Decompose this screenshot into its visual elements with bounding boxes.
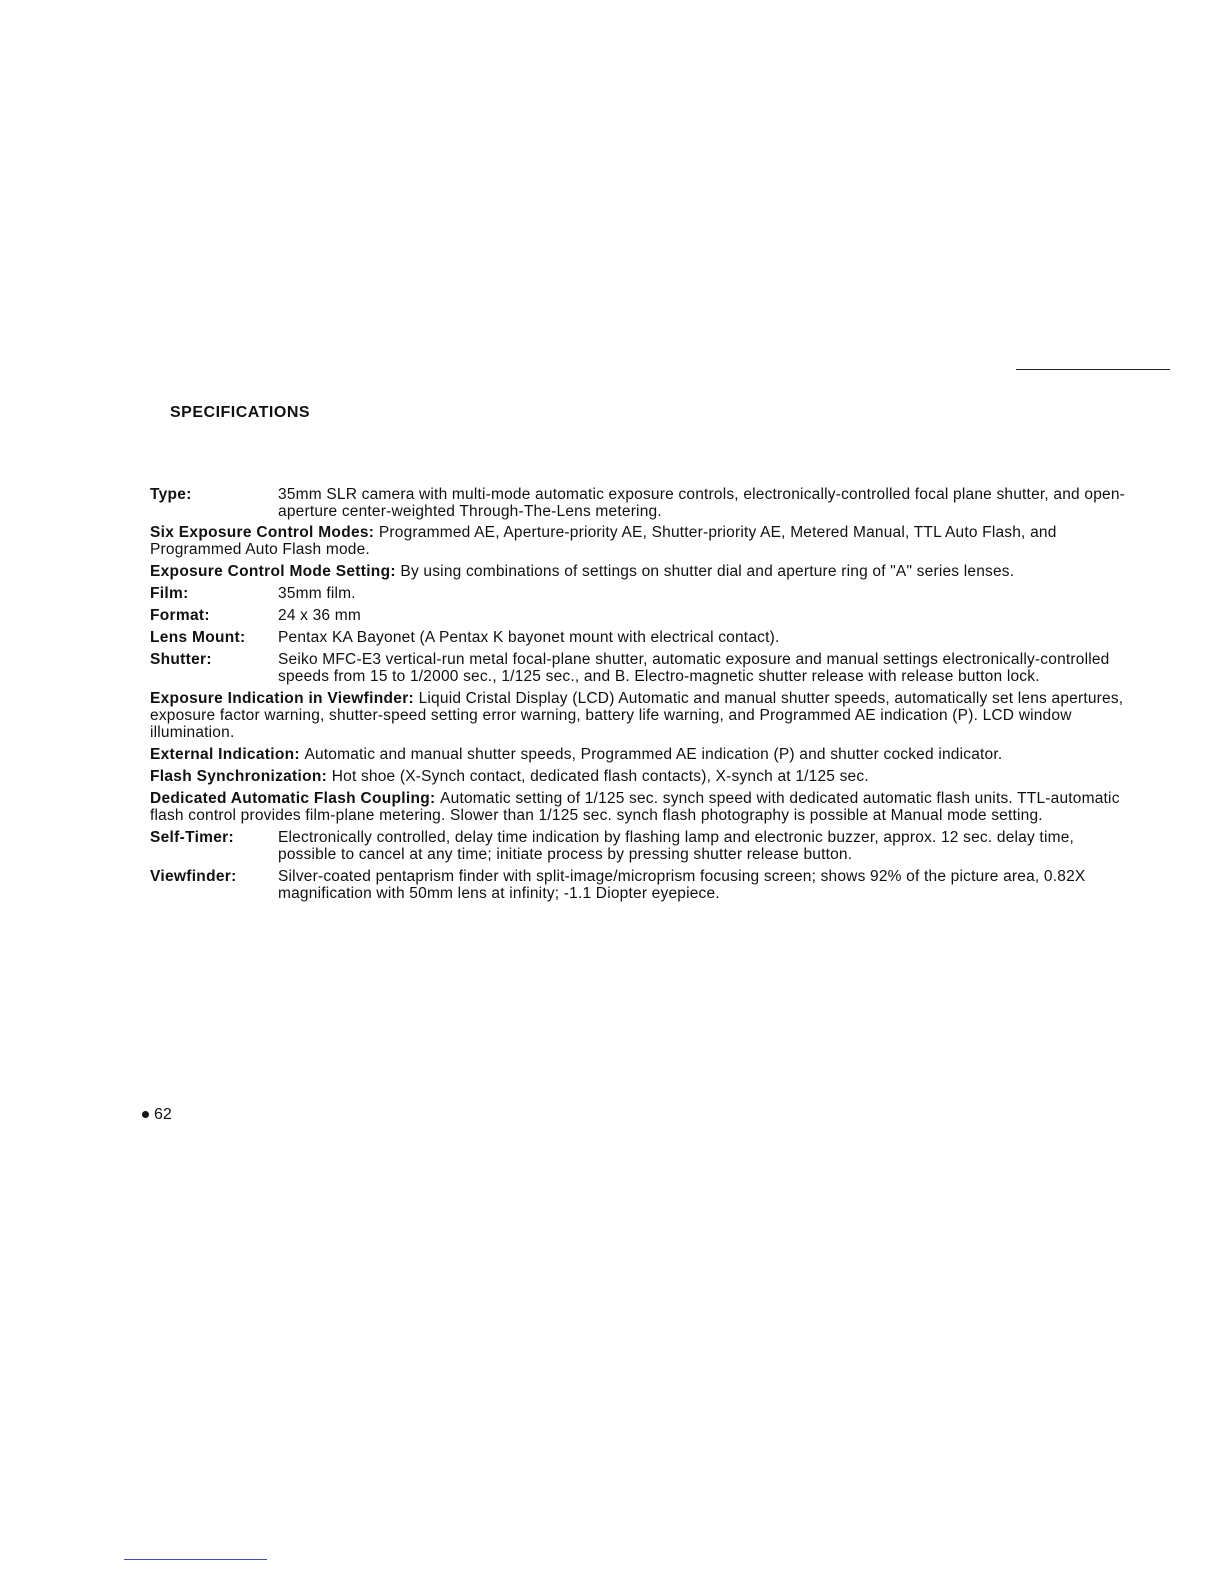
spec-label: Exposure Indication in Viewfinder: [150, 690, 419, 707]
spec-film [150, 585, 1135, 602]
spec-type [150, 486, 1135, 520]
spec-mode-setting [150, 563, 1135, 580]
page-number [142, 1106, 172, 1124]
spec-label: Viewfinder: [150, 868, 237, 885]
spec-text: 35mm film. [278, 585, 356, 602]
bullet-icon [142, 1111, 149, 1118]
spec-text: 24 x 36 mm [278, 607, 361, 624]
spec-label: Flash Synchronization: [150, 768, 332, 785]
page-title: SPECIFICATIONS [170, 404, 311, 421]
spec-label: Six Exposure Control Modes: [150, 524, 379, 541]
spec-label: Film: [150, 585, 189, 602]
spec-text: Programmed AE, Aperture-priority AE, Shutter-priority AE, Metered Manual, TTL Auto Flash, and Programmed Auto Flash mode. [150, 524, 1057, 558]
spec-text: Automatic and manual shutter speeds, Programmed AE indication (P) and shutter cocked indicator. [304, 746, 1003, 763]
page-number-text: 62 [154, 1106, 172, 1123]
spec-label: External Indication: [150, 746, 305, 763]
top-rule [1016, 369, 1170, 370]
spec-external-indication [150, 746, 1135, 763]
spec-label: Self-Timer: [150, 829, 234, 846]
specifications-list [150, 486, 1135, 907]
spec-label: Shutter: [150, 651, 212, 668]
spec-viewfinder-indication [150, 690, 1135, 741]
spec-format [150, 607, 1135, 624]
spec-text: Pentax KA Bayonet (A Pentax K bayonet mount with electrical contact). [278, 629, 780, 646]
spec-label: Lens Mount: [150, 629, 246, 646]
spec-shutter [150, 651, 1135, 685]
spec-label: Exposure Control Mode Setting: [150, 563, 401, 580]
spec-self-timer [150, 829, 1135, 863]
spec-label: Format: [150, 607, 210, 624]
spec-flash-sync [150, 768, 1135, 785]
spec-text: Liquid Cristal Display (LCD) Automatic and manual shutter speeds, automatically set lens apertures, exposure factor warning, shutter-speed setting error warning, battery life warning, and Programmed AE indication (P). LCD window illumination. [150, 690, 1124, 741]
spec-exposure-modes [150, 524, 1135, 558]
spec-flash-coupling [150, 790, 1135, 824]
spec-label: Dedicated Automatic Flash Coupling: [150, 790, 441, 807]
spec-text: Electronically controlled, delay time indication by flashing lamp and electronic buzzer, approx. 12 sec. delay time, possible to cancel at any time; initiate process by pressing shutter release button. [278, 829, 1075, 863]
spec-label: Type: [150, 486, 192, 503]
spec-text: Hot shoe (X-Synch contact, dedicated flash contacts), X-synch at 1/125 sec. [331, 768, 869, 785]
spec-text: Automatic setting of 1/125 sec. synch speed with dedicated automatic flash units. TTL-automatic flash control provides film-plane metering. Slower than 1/125 sec. synch flash photography is possible at Manual mode setting. [150, 790, 1120, 824]
spec-viewfinder [150, 868, 1135, 902]
bottom-rule [124, 1559, 267, 1560]
spec-text: Seiko MFC-E3 vertical-run metal focal-plane shutter, automatic exposure and manual settings electronically-controlled speeds from 15 to 1/2000 sec., 1/125 sec., and B. Electro-magnetic shutter release with release button lock. [278, 651, 1110, 685]
spec-text: Silver-coated pentaprism finder with split-image/microprism focusing screen; shows 92% of the picture area, 0.82X magnification with 50mm lens at infinity; -1.1 Diopter eyepiece. [278, 868, 1086, 902]
spec-lens-mount [150, 629, 1135, 646]
spec-text: 35mm SLR camera with multi-mode automatic exposure controls, electronically-controlled focal plane shutter, and open-aperture center-weighted Through-The-Lens metering. [278, 486, 1126, 520]
spec-text: By using combinations of settings on shutter dial and aperture ring of "A" series lenses. [400, 563, 1015, 580]
